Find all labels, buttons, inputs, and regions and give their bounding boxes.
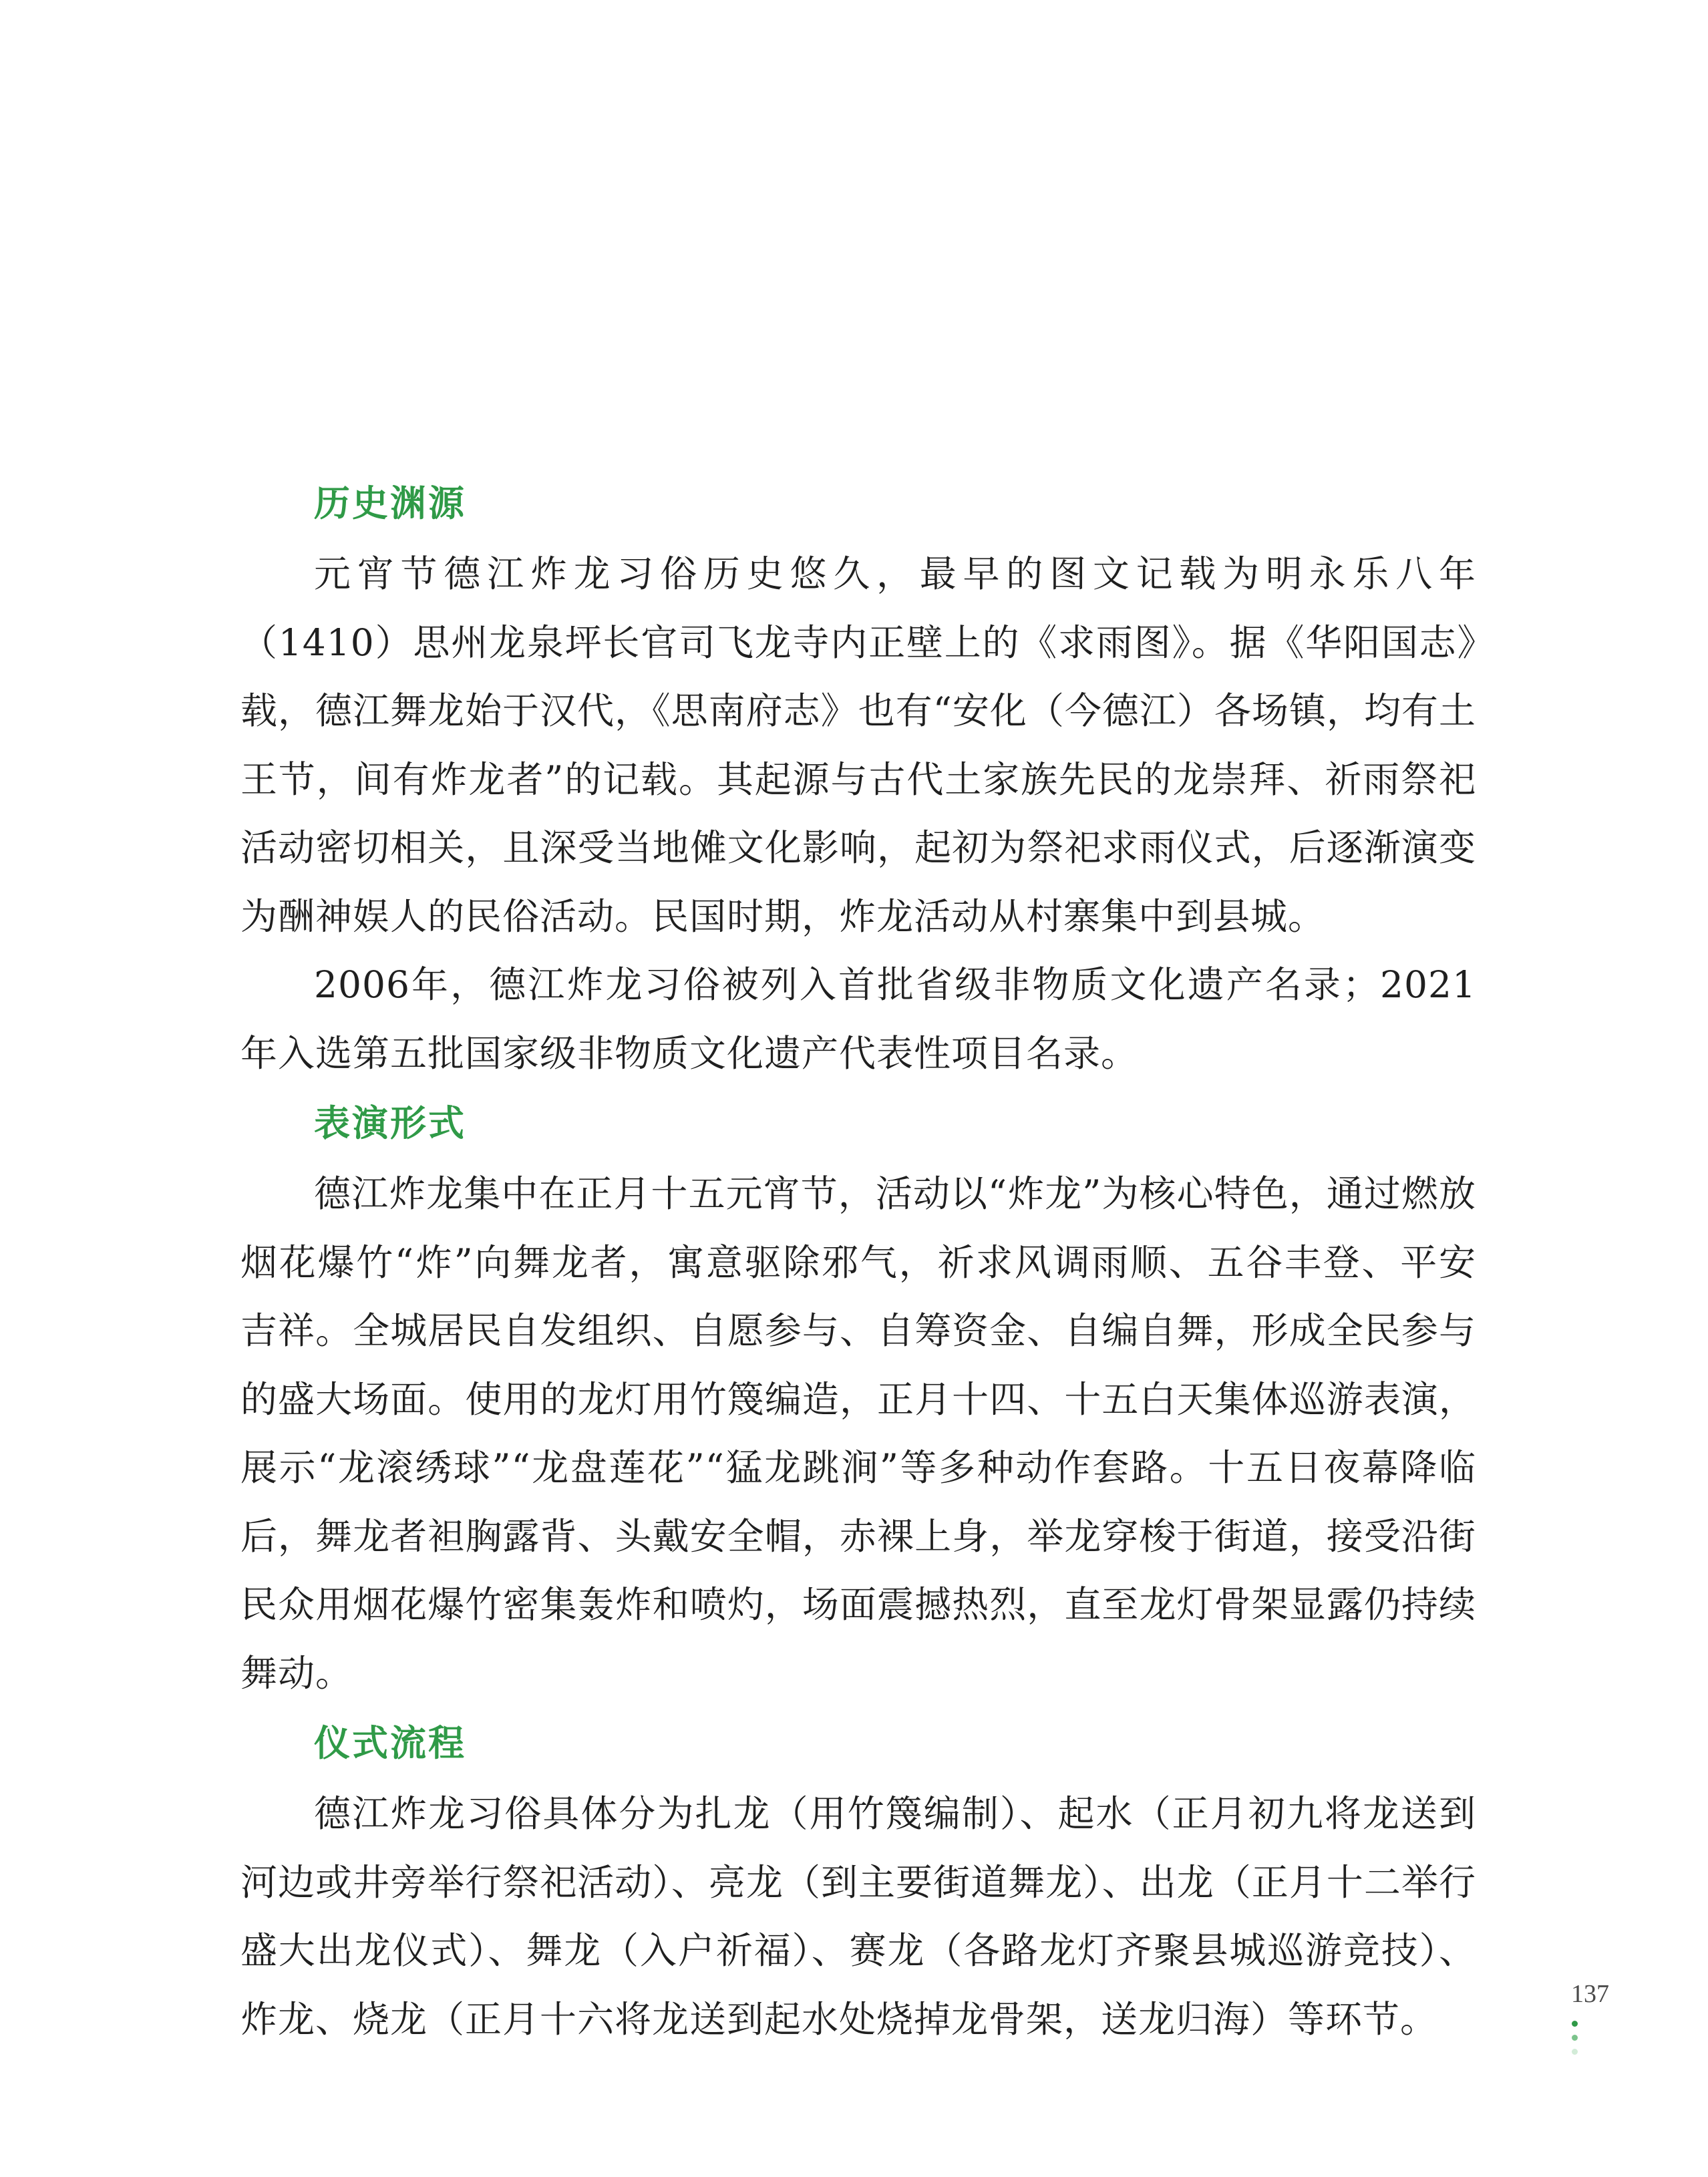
section-heading-history: 历史渊源 [314,482,466,524]
ritual-paragraph-1: 德江炸龙习俗具体分为扎龙（用竹篾编制）、起水（正月初九将龙送到河边或井旁举行祭祀活动）、亮龙（到主要街道舞龙）、出龙（正月十二举行盛大出龙仪式）、舞龙（入户祈福）、赛龙（各路龙灯齐聚县城巡游竞技）、炸龙、烧龙（正月十六将龙送到起水处烧掉龙骨架，送龙归海）等环节。 [240,1792,1476,2041]
decoration-dot [1572,2021,1578,2027]
decoration-dot [1572,2049,1578,2055]
page-number: 137 [1571,1980,1609,2008]
decoration-dot [1572,2035,1578,2041]
page-content [240,468,1476,2053]
performance-paragraph-1: 德江炸龙集中在正月十五元宵节，活动以“炸龙”为核心特色，通过燃放烟花爆竹“炸”向舞龙者，寓意驱除邪气，祈求风调雨顺、五谷丰登、平安吉祥。全城居民自发组织、自愿参与、自筹资金、自编自舞，形成全民参与的盛大场面。使用的龙灯用竹篾编造，正月十四、十五白天集体巡游表演，展示“龙滚绣球”“龙盘莲花”“猛龙跳涧”等多种动作套路。十五日夜幕降临后，舞龙者袒胸露背、头戴安全帽，赤裸上身，举龙穿梭于街道，接受沿街民众用烟花爆竹密集轰炸和喷灼，场面震撼热烈，直至龙灯骨架显露仍持续舞动。 [240,1172,1476,1695]
section-heading-ritual: 仪式流程 [314,1722,466,1764]
section-heading-performance: 表演形式 [314,1102,466,1144]
history-paragraph-2: 2006年，德江炸龙习俗被列入首批省级非物质文化遗产名录；2021年入选第五批国家级非物质文化遗产代表性项目名录。 [240,963,1476,1075]
page-decoration-dots [1570,2021,1578,2063]
history-paragraph-1: 元宵节德江炸龙习俗历史悠久，最早的图文记载为明永乐八年（1410）思州龙泉坪长官司飞龙寺内正壁上的《求雨图》。据《华阳国志》载，德江舞龙始于汉代，《思南府志》也有“安化（今德江）各场镇，均有土王节，间有炸龙者”的记载。其起源与古代土家族先民的龙崇拜、祈雨祭祀活动密切相关，且深受当地傩文化影响，起初为祭祀求雨仪式，后逐渐演变为酬神娱人的民俗活动。民国时期，炸龙活动从村寨集中到县城。 [240,552,1476,938]
